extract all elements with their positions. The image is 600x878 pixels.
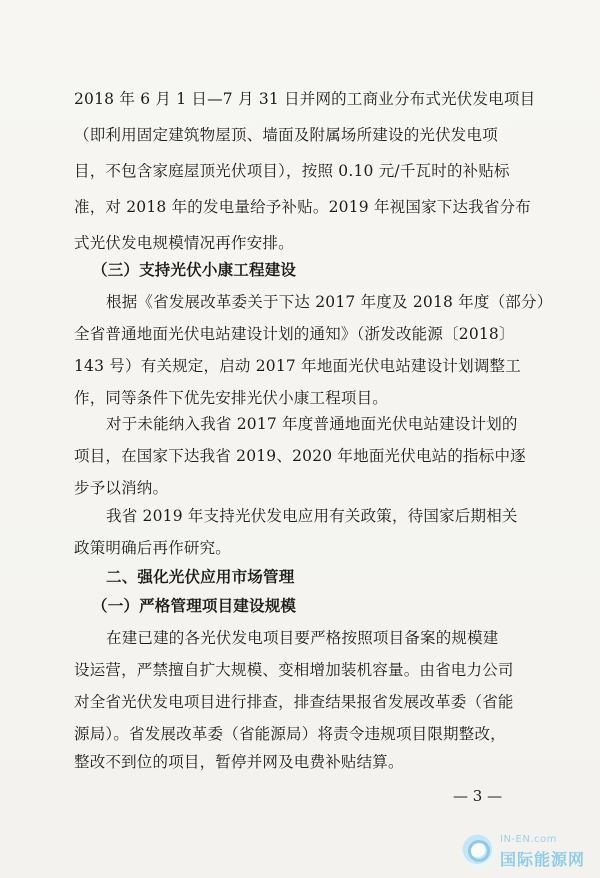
paragraph-line-13: 步予以消纳。 <box>74 479 169 497</box>
paragraph-line-4: 准，对 2018 年的发电量给予补贴。2019 年视国家下达我省分布 <box>74 198 531 216</box>
paragraph-line-12: 项目，在国家下达我省 2019、2020 年地面光伏电站的指标中逐 <box>74 447 526 465</box>
paragraph-line-20: 对全省光伏发电项目进行排查，排查结果报省发展改革委（省能 <box>74 693 514 711</box>
paragraph-line-1: 2018 年 6 月 1 日—7 月 31 日并网的工商业分布式光伏发电项目 <box>74 90 536 108</box>
paragraph-line-7: 根据《省发展改革委关于下达 2017 年度及 2018 年度（部分） <box>106 293 553 311</box>
paragraph-line-11: 对于未能纳入我省 2017 年度普通地面光伏电站建设计划的 <box>106 415 518 433</box>
watermark-site: IN-EN.com <box>500 834 557 845</box>
watermark-name: 国际能源网 <box>500 850 586 869</box>
subsection-heading-1: （一）严格管理项目建设规模 <box>92 597 297 615</box>
paragraph-line-18: 在建已建的各光伏发电项目要严格按照项目备案的规模建 <box>106 629 499 647</box>
section-heading-3: （三）支持光伏小康工程建设 <box>92 261 297 279</box>
paragraph-line-3: 目，不包含家庭屋顶光伏项目），按照 0.10 元/千瓦时的补贴标 <box>74 162 510 180</box>
paragraph-line-15: 政策明确后再作研究。 <box>74 539 232 557</box>
paragraph-line-19: 设运营，严禁擅自扩大规模、变相增加装机容量。由省电力公司 <box>74 661 514 679</box>
paragraph-line-22: 整改不到位的项目，暂停并网及电费补贴结算。 <box>74 753 404 771</box>
paragraph-line-10: 作，同等条件下优先安排光伏小康工程项目。 <box>74 389 389 407</box>
page-number: — 3 — <box>453 787 503 805</box>
ring-icon <box>468 840 490 862</box>
paragraph-line-5: 式光伏发电规模情况再作安排。 <box>74 234 294 252</box>
paragraph-line-14: 我省 2019 年支持光伏发电应用有关政策，待国家后期相关 <box>106 507 518 525</box>
paragraph-line-2: （即利用固定建筑物屋顶、墙面及附属场所建设的光伏发电项 <box>74 126 498 144</box>
paragraph-line-9: 143 号）有关规定，启动 2017 年地面光伏电站建设计划调整工 <box>74 357 521 375</box>
paragraph-line-8: 全省普通地面光伏电站建设计划的通知》（浙发改能源〔2018〕 <box>74 325 515 343</box>
watermark-logo <box>462 832 598 874</box>
section-heading-2: 二、强化光伏应用市场管理 <box>106 568 295 586</box>
paragraph-line-21: 源局）。省发展改革委（省能源局）将责令违规项目限期整改， <box>74 725 506 743</box>
